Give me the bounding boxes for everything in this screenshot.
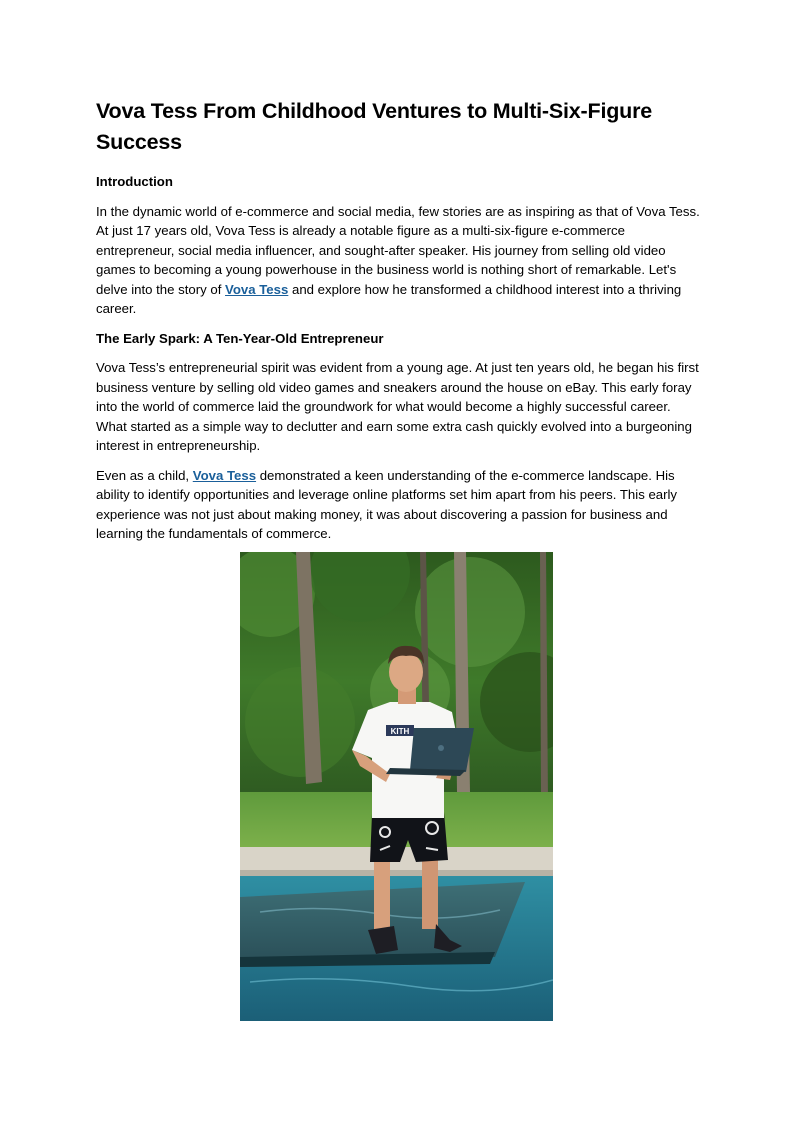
intro-paragraph bbox=[96, 202, 700, 319]
page-title: Vova Tess From Childhood Ventures to Multi-Six-Figure Success bbox=[96, 99, 653, 154]
shirt-logo-text: KITH bbox=[390, 727, 410, 736]
intro-text-start: In the dynamic world of e-commerce and social media, few stories are as inspiring as that of Vova Tess. At just 17 years old, Vova Tess is already a notable figure as a multi-six-figure e-commerce entrepreneur, social media influencer, and sought-after speaker. His journey from selling old video games to becoming a young powerhouse in the business world is nothing short of remarkable. Let's delve into the story of bbox=[96, 203, 700, 297]
childhood-paragraph bbox=[96, 466, 700, 544]
childhood-text-end: demonstrated a keen understanding of the e-commerce landscape. His ability to identify opportunities and leverage online platforms set him apart from his peers. This early experience was not just about making money, it was about discovering a passion for business and learning the fundamentals of commerce. bbox=[96, 467, 678, 541]
early-spark-paragraph: Vova Tess’s entrepreneurial spirit was evident from a young age. At just ten years old, he began his first business venture by selling old video games and sneakers around the house on eBay. This early foray into the world of commerce laid the groundwork for what would become a highly successful career. What started as a simple way to declutter and earn some extra cash quickly evolved into a burgeoning interest in entrepreneurship. bbox=[96, 360, 699, 453]
vova-tess-link-2[interactable]: Vova Tess bbox=[192, 467, 257, 483]
early-spark-heading: The Early Spark: A Ten-Year-Old Entrepreneur bbox=[96, 330, 384, 346]
intro-text-end: and explore how he transformed a childhood interest into a thriving career. bbox=[96, 281, 682, 316]
childhood-text-start: Even as a child, bbox=[96, 467, 193, 483]
article-photo bbox=[240, 552, 553, 1021]
intro-heading: Introduction bbox=[96, 174, 173, 189]
vova-tess-link[interactable]: Vova Tess bbox=[225, 281, 289, 297]
article bbox=[96, 96, 700, 544]
